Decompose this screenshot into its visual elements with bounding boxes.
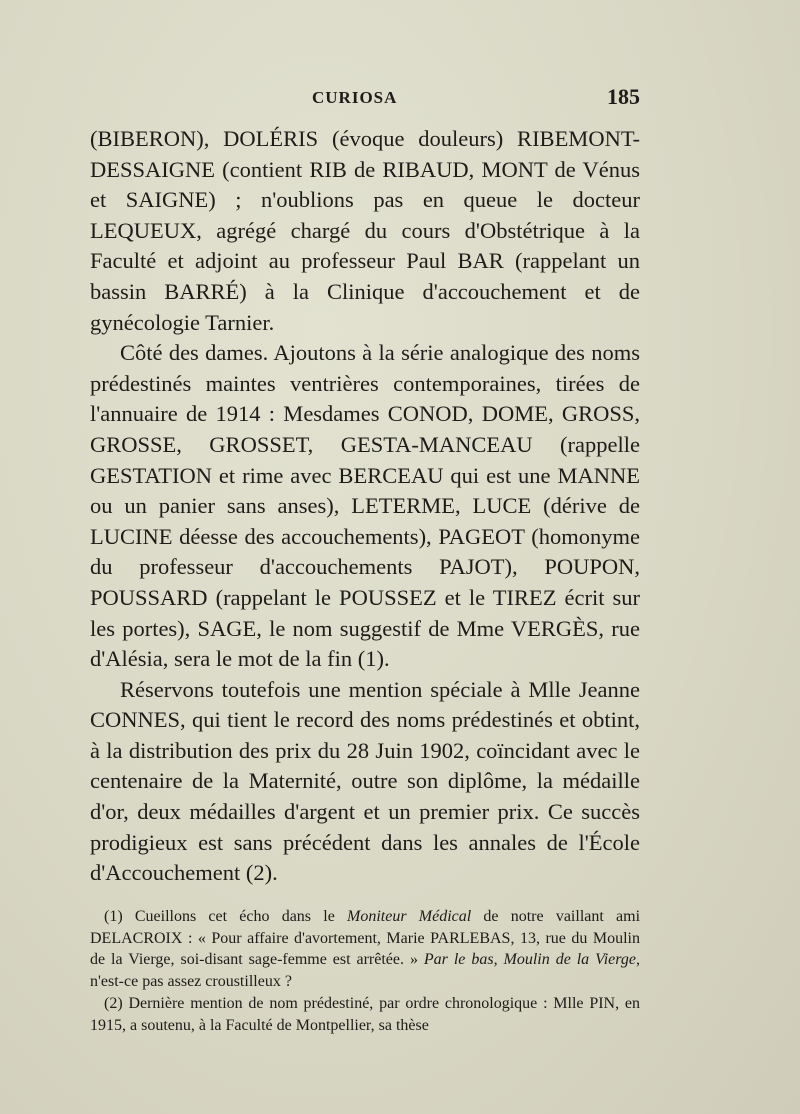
footnote-1 (90, 906, 640, 993)
paragraph-1: (BIBERON), DOLÉRIS (évoque douleurs) RIBEMONT-DESSAIGNE (contient RIB de RIBAUD, MONT de Vénus et SAIGNE) ; n'oublions pas en queue le docteur LEQUEUX, agrégé chargé du cours d'Obstétrique à la Faculté et adjoint au professeur Paul BAR (rappelant un bassin BARRÉ) à la Clinique d'accouchement et de gynécologie Tarnier. (90, 126, 640, 335)
footnote-1-journal: Moniteur Médical (347, 908, 472, 925)
footnote-1-pun: Par le bas, Moulin de la Vierge (423, 951, 636, 969)
footnotes (90, 906, 640, 1036)
page-number: 185 (607, 84, 640, 109)
footnote-1-text-a: (1) Cueillons cet écho dans le (104, 908, 348, 925)
paragraph-2: Côté des dames. Ajoutons à la série analogique des noms prédestinés maintes ventrières contemporaines, tirées de l'annuaire de 1914 : Mesdames CONOD, DOME, GROSS, GROSSE, GROSSET, GESTA-MANCEAU (rappelle GESTATION et rime avec BERCEAU qui est une MANNE ou un panier sans anses), LETERME, LUCE (dérive de LUCINE déesse des accouchements), PAGEOT (homonyme du professeur d'accouchements PAJOT), POUPON, POUSSARD (rappelant le POUSSEZ et le TIREZ écrit sur les portes), SAGE, le nom suggestif de Mme VERGÈS, rue d'Alésia, sera le mot de la fin (1). (90, 340, 640, 672)
page-header (90, 84, 640, 112)
footnote-1-text-c: , n'est-ce pas assez croustilleux ? (90, 951, 640, 991)
body-text (90, 124, 640, 889)
running-title: CURIOSA (312, 88, 398, 107)
footnote-1-text-b: de notre vaillant ami DELACROIX : « Pour affaire d'avortement, Marie PARLEBAS, 13, rue du Moulin de la Vierge, soi-disant sage-femme est arrêtée. » (90, 908, 641, 969)
footnote-2: (2) Dernière mention de nom prédestiné, par ordre chronologique : Mlle PIN, en 1915, a soutenu, à la Faculté de Montpellier, sa thèse (90, 994, 640, 1034)
paragraph-3: Réservons toutefois une mention spéciale à Mlle Jeanne CONNES, qui tient le record des noms prédestinés et obtint, à la distribution des prix du 28 Juin 1902, coïncidant avec le centenaire de la Maternité, outre son diplôme, la médaille d'or, deux médailles d'argent et un premier prix. Ce succès prodigieux est sans précédent dans les annales de l'École d'Accouchement (2). (90, 676, 640, 886)
